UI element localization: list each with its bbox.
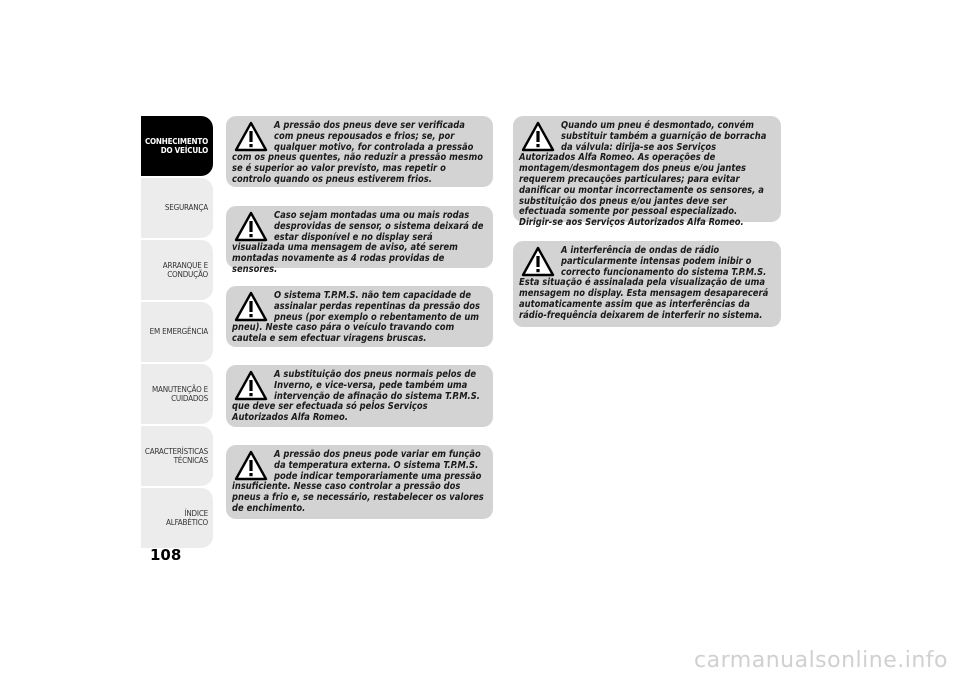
warning-box bbox=[513, 116, 781, 229]
tab-em-emergencia[interactable]: EM EMERGÊNCIA bbox=[141, 302, 213, 362]
warning-triangle-icon bbox=[521, 121, 555, 153]
tab-arranque-e-conducao[interactable]: ARRANQUE E CONDUÇÃO bbox=[141, 240, 213, 300]
tab-manutencao-e-cuidados[interactable]: MANUTENÇÃO E CUIDADOS bbox=[141, 364, 213, 424]
warning-triangle-icon bbox=[234, 291, 268, 323]
tab-seguranca[interactable]: SEGURANÇA bbox=[141, 178, 213, 238]
warning-box bbox=[226, 116, 493, 187]
warning-box bbox=[226, 286, 493, 347]
warning-box bbox=[226, 445, 493, 519]
warning-text: Caso sejam montadas uma ou mais rodas desprovidas de sensor, o sistema deixará de estar disponível e no display será visualizada uma mensagem de aviso, até serem montadas novamente as 4 rodas providas de sensores. bbox=[232, 210, 484, 275]
warning-box bbox=[226, 365, 493, 427]
warning-triangle-icon bbox=[234, 211, 268, 243]
warning-text: A pressão dos pneus deve ser verificada com pneus repousados e frios; se, por qualquer motivo, for controlada a pressão com os pneus quentes, não reduzir a pressão mesmo se é superior ao valor previsto, mas repetir o controlo quando os pneus estiverem frios. bbox=[232, 120, 483, 185]
warning-text: A interferência de ondas de rádio particularmente intensas podem inibir o correcto funcionamento do sistema T.P.M.S. Esta situação é assinalada pela visualização de uma mensagem no display. Esta mensagem desaparecerá automaticamente assim que as interferências da rádio-frequência deixarem de interferir no sistema. bbox=[519, 245, 769, 321]
watermark: carmanualsonline.info bbox=[694, 648, 948, 673]
tab-caracteristicas-tecnicas[interactable]: CARACTERÍSTICAS TÉCNICAS bbox=[141, 426, 213, 486]
warning-triangle-icon bbox=[521, 246, 555, 278]
tab-indice-alfabetico[interactable]: ÍNDICE ALFABÉTICO bbox=[141, 488, 213, 548]
page-number: 108 bbox=[150, 546, 182, 564]
warning-triangle-icon bbox=[234, 450, 268, 482]
warning-box bbox=[513, 241, 781, 327]
warning-text: A substituição dos pneus normais pelos de Inverno, e vice-versa, pede também uma intervenção de afinação do sistema T.P.M.S. que deve ser efectuada só pelos Serviços Autorizados Alfa Romeo. bbox=[232, 369, 480, 424]
warning-triangle-icon bbox=[234, 370, 268, 402]
tab-conhecimento-do-veiculo[interactable]: CONHECIMENTO DO VEÍCULO bbox=[141, 116, 213, 176]
warning-triangle-icon bbox=[234, 121, 268, 153]
warning-text: O sistema T.P.M.S. não tem capacidade de assinalar perdas repentinas da pressão dos pneus (por exemplo o rebentamento de um pneu). Neste caso pára o veículo travando com cautela e sem efectuar viragens bruscas. bbox=[232, 290, 480, 345]
warning-text: A pressão dos pneus pode variar em função da temperatura externa. O sistema T.P.M.S. pode indicar temporariamente uma pressão insuficiente. Nesse caso controlar a pressão dos pneus a frio e, se necessário, restabelecer os valores de enchimento. bbox=[232, 449, 484, 514]
warning-box bbox=[226, 206, 493, 275]
warning-text: Quando um pneu é desmontado, convém substituir também a guarnição de borracha da válvula: dirija-se aos Serviços Autorizados Alfa Romeo. As operações de montagem/desmontagem dos pneus e/ou jantes requerem precauções particulares; para evitar danificar ou montar incorrectamente os sensores, a substituição dos pneus e/ou jantes deve ser efectuada somente por pessoal especializado. Dirigir-se aos Serviços Autorizados Alfa Romeo. bbox=[519, 120, 767, 229]
